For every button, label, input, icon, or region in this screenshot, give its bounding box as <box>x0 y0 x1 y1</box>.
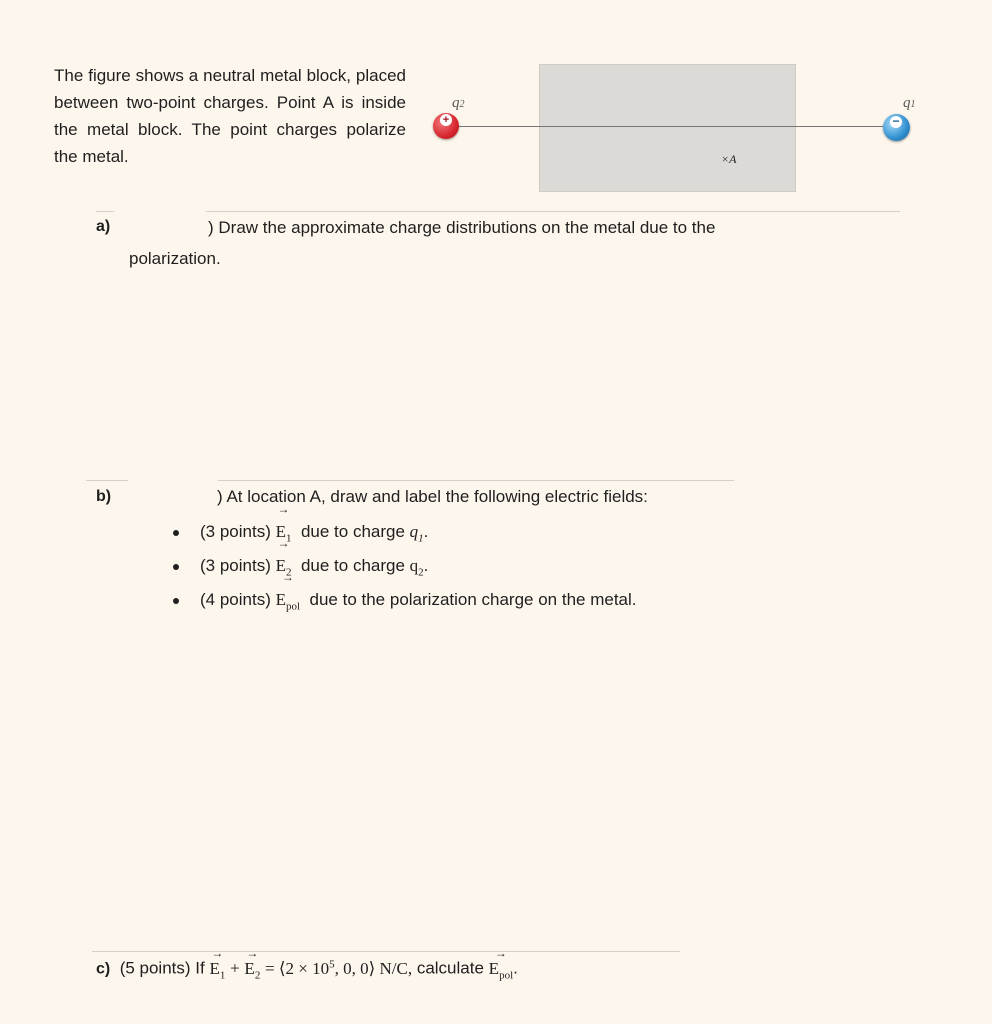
list-item <box>168 583 637 617</box>
item-desc: due to charge <box>300 522 405 541</box>
plus-sign: + <box>230 958 240 978</box>
equation-rest: , 0, 0⟩ N/C, <box>334 958 413 978</box>
vector-e2 <box>244 959 260 981</box>
part-c-points: (5 points) If <box>119 958 205 978</box>
part-c <box>96 958 518 981</box>
figure <box>425 55 925 205</box>
item-end: . <box>423 522 429 541</box>
list-item <box>168 549 637 583</box>
vector-e2-sub: 2 <box>254 969 261 982</box>
part-c-end: . <box>513 958 518 978</box>
vector-e1-letter: E <box>275 522 286 541</box>
q2-label <box>452 95 465 112</box>
field-line <box>455 126 895 127</box>
minus-icon: − <box>890 116 902 128</box>
vector-e2-letter: E <box>275 556 286 575</box>
negative-charge-q1 <box>883 114 910 141</box>
item-points: (3 points) <box>200 522 271 541</box>
q1-label-sub: 1 <box>910 99 916 110</box>
vector-e1-sub: 1 <box>286 532 292 545</box>
divider-b-short <box>86 480 128 481</box>
calculate-word: calculate <box>416 958 484 978</box>
intro-paragraph: The figure shows a neutral metal block, placed between two-point charges. Point A is inside the metal block. The point charges polarize the metal. <box>54 66 406 166</box>
part-a-line1: ) Draw the approximate charge distributions on the metal due to the <box>208 218 716 237</box>
part-b-label: b) <box>96 488 112 505</box>
vector-epol <box>489 959 513 981</box>
q1-label-text: q <box>903 95 911 111</box>
divider-a-short <box>96 211 114 212</box>
charge-q2-sub: 2 <box>418 566 424 579</box>
item-points: (4 points) <box>200 590 271 609</box>
charge-q2 <box>409 556 424 579</box>
vector-epol-letter: E <box>488 958 500 978</box>
q2-label-sub: 2 <box>459 99 465 110</box>
vector-epol-sub: pol <box>286 600 301 613</box>
point-a-label: ×A <box>721 152 737 166</box>
vector-e2-sub: 2 <box>286 566 292 579</box>
item-end: . <box>423 556 429 575</box>
item-points: (3 points) <box>200 556 271 575</box>
item-desc: due to charge <box>300 556 405 575</box>
equation-base: = ⟨2 × 10 <box>265 958 330 978</box>
charge-q1 <box>409 522 424 545</box>
vector-epol-sub: pol <box>499 969 514 982</box>
vector-e1-letter: E <box>209 958 220 978</box>
list-item <box>168 515 637 549</box>
positive-charge-q2 <box>433 113 459 139</box>
vector-e1-sub: 1 <box>219 969 226 982</box>
q2-label-text: q <box>452 95 460 111</box>
charge-q2-letter: q <box>409 556 419 575</box>
item-desc: due to the polarization charge on the metal. <box>309 590 637 609</box>
vector-epol-letter: E <box>275 590 286 609</box>
part-b-intro: ) At location A, draw and label the following electric fields: <box>217 487 648 506</box>
charge-q1-sub: 1 <box>418 532 424 545</box>
divider-c <box>92 951 680 952</box>
part-a-line2: polarization. <box>129 249 221 268</box>
charge-q1-letter: q <box>409 522 419 541</box>
vector-e2-letter: E <box>244 958 255 978</box>
vector-epol <box>276 583 300 623</box>
equation-exponent: 5 <box>329 958 335 970</box>
q1-label <box>903 95 916 112</box>
part-a-label: a) <box>96 218 111 235</box>
part-c-label: c) <box>96 960 111 978</box>
plus-icon: + <box>440 114 452 126</box>
part-b-list <box>168 515 637 617</box>
metal-block <box>539 64 796 192</box>
vector-e1 <box>209 959 225 981</box>
equation-value <box>265 959 412 978</box>
